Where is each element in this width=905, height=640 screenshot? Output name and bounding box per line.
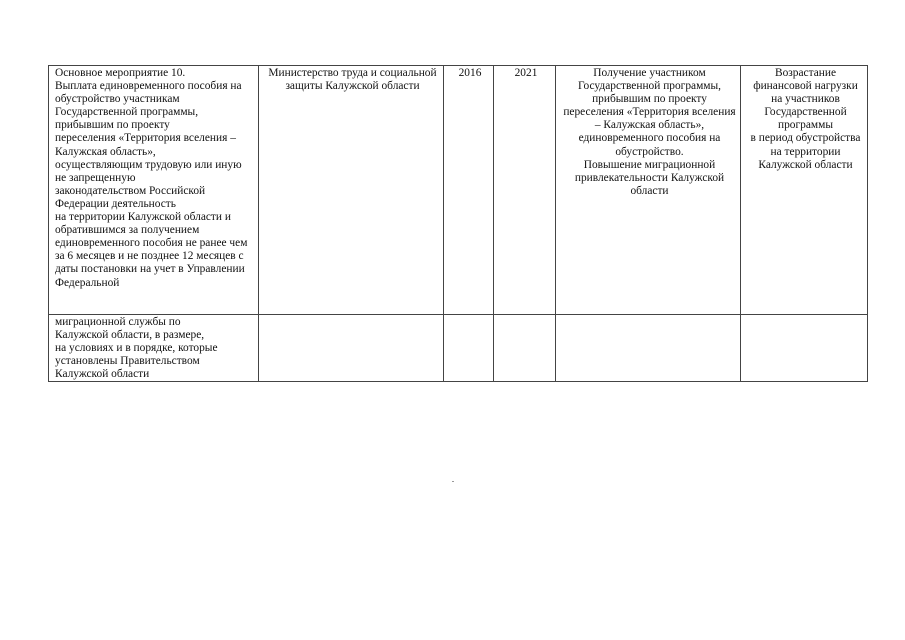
scan-speck [452,481,454,482]
executor-cell: Министерство труда и социальной защиты Калужской области [259,66,444,315]
table-row [49,66,868,315]
activity-cell: миграционной службы по Калужской области, в размере, на условиях и в порядке, которые установлены Правительством Калужской области [49,315,259,382]
start-year-cell: 2016 [444,66,494,315]
effect-cell [741,315,868,382]
effect-cell: Возрастание финансовой нагрузки на участников Государственной программы в период обустройства на территории Калужской области [741,66,868,315]
activity-cell: Основное мероприятие 10. Выплата единовременного пособия на обустройство участникам Государственной программы, прибывшим по проекту переселения «Территория вселения – Калужская область», осуществляющим трудовую или иную не запрещенную законодательством Российской Федерации деятельность на территории Калужской области и обратившимся за получением единовременного пособия не ранее чем за 6 месяцев и не позднее 12 месяцев с даты постановки на учет в Управлении Федеральной [49,66,259,315]
executor-cell [259,315,444,382]
start-year-cell [444,315,494,382]
end-year-cell [494,315,556,382]
result-cell [556,315,741,382]
result-cell: Получение участником Государственной программы, прибывшим по проекту переселения «Территория вселения – Калужская область», единовременного пособия на обустройство. Повышение миграционной привлекательности Калужской области [556,66,741,315]
program-activity-table [48,65,868,382]
end-year-cell: 2021 [494,66,556,315]
table-row [49,315,868,382]
